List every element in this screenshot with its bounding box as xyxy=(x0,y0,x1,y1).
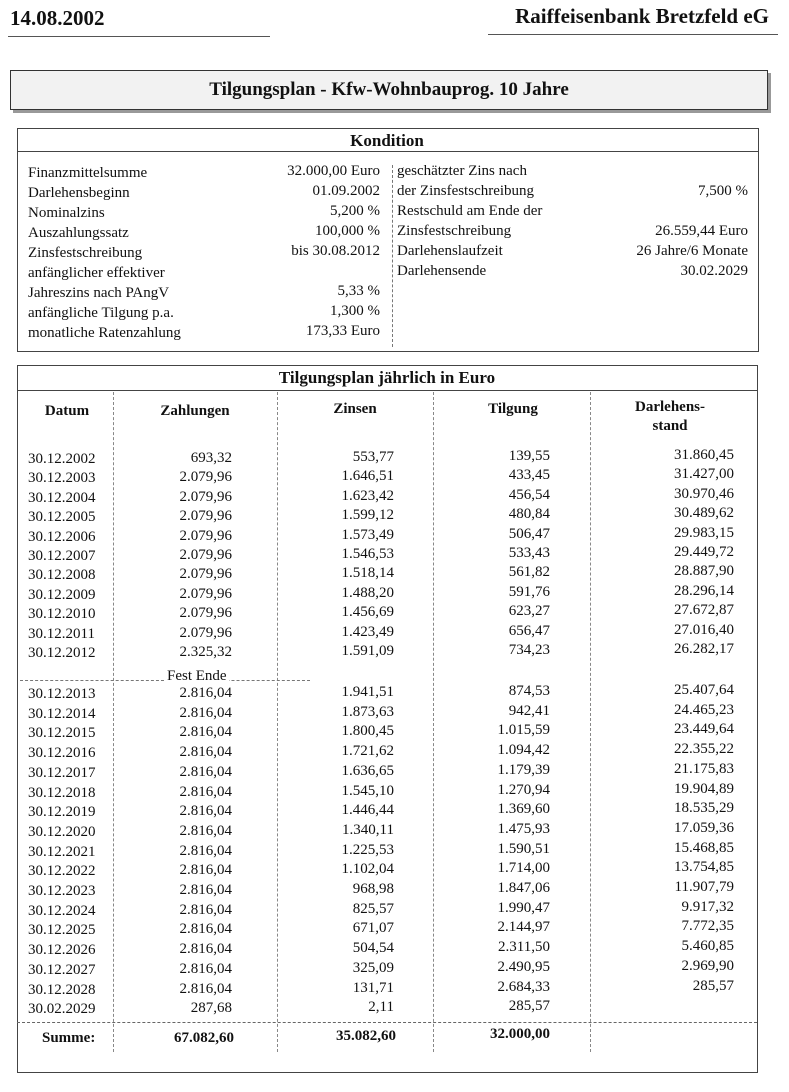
kondition-value: 32.000,00 Euro xyxy=(287,163,380,179)
table-cell: 1.488,20 xyxy=(341,584,394,601)
table-cell: 2.684,33 xyxy=(497,978,550,995)
table-cell: 2.079,96 xyxy=(179,605,232,622)
table-cell: 30.12.2014 xyxy=(28,705,96,722)
table-cell: 29.449,72 xyxy=(674,544,734,560)
table-cell: 2.816,04 xyxy=(179,685,232,701)
table-cell: 30.12.2007 xyxy=(28,548,96,564)
column-header-datum: Datum xyxy=(44,403,90,419)
kondition-value: 100,000 % xyxy=(315,223,380,239)
table-cell: 30.12.2022 xyxy=(28,863,96,880)
kondition-value: 01.09.2002 xyxy=(312,183,380,199)
table-cell: 2.816,04 xyxy=(179,724,232,741)
kondition-value: 5,200 % xyxy=(330,203,380,219)
plan-border-top xyxy=(17,365,757,366)
table-cell: 30.12.2019 xyxy=(28,804,96,821)
table-cell: 30.12.2011 xyxy=(28,625,95,642)
table-cell: 1.636,65 xyxy=(341,762,394,779)
table-cell: 18.535,29 xyxy=(674,800,734,817)
table-cell: 23.449,64 xyxy=(674,721,734,738)
table-cell: 27.016,40 xyxy=(674,621,734,638)
table-cell: 9.917,32 xyxy=(681,898,734,915)
kondition-label: Zinsfestschreibung xyxy=(397,223,512,239)
table-cell: 561,82 xyxy=(508,564,550,581)
table-cell: 1.721,62 xyxy=(341,743,394,760)
table-cell: 30.12.2002 xyxy=(28,451,96,467)
table-cell: 30.12.2025 xyxy=(28,922,96,939)
table-cell: 1.518,14 xyxy=(341,565,394,582)
table-cell: 553,77 xyxy=(352,449,394,465)
table-cell: 734,23 xyxy=(508,642,550,658)
table-cell: 2.816,04 xyxy=(179,980,232,997)
table-cell: 30.12.2009 xyxy=(28,586,96,603)
table-cell: 1.941,51 xyxy=(341,684,394,700)
table-cell: 11.907,79 xyxy=(674,879,734,895)
kondition-value: 1,300 % xyxy=(330,303,380,319)
table-cell: 30.970,46 xyxy=(674,485,734,502)
kondition-value: 7,500 % xyxy=(698,183,748,199)
table-cell: 1.847,06 xyxy=(497,880,550,896)
table-cell: 968,98 xyxy=(352,881,394,897)
table-cell: 1.423,49 xyxy=(341,623,394,640)
table-cell: 30.12.2004 xyxy=(28,489,96,506)
table-cell: 22.355,22 xyxy=(674,741,734,758)
table-cell: 30.12.2005 xyxy=(28,509,96,526)
kondition-value: 26 Jahre/6 Monate xyxy=(636,243,748,259)
table-cell: 2.816,04 xyxy=(179,822,232,839)
column-header-zinsen: Zinsen xyxy=(333,401,377,417)
table-cell: 1.179,39 xyxy=(497,761,550,778)
kondition-label: anfängliche Tilgung p.a. xyxy=(28,305,174,321)
table-cell: 2.079,96 xyxy=(179,585,232,602)
column-header-darlehensstand: Darlehens- xyxy=(635,399,705,415)
table-cell: 2.079,96 xyxy=(179,469,232,486)
table-cell: 2.079,96 xyxy=(179,547,232,563)
kondition-label: Nominalzins xyxy=(28,205,105,221)
table-cell: 433,45 xyxy=(508,467,550,484)
table-cell: 456,54 xyxy=(508,486,550,503)
kondition-label: Darlehenslaufzeit xyxy=(397,243,503,259)
table-cell: 131,71 xyxy=(352,979,394,996)
table-cell: 325,09 xyxy=(352,959,394,976)
sum-tilgung: 32.000,00 xyxy=(490,1026,550,1042)
table-cell: 139,55 xyxy=(508,448,550,464)
table-cell: 30.12.2024 xyxy=(28,902,96,919)
plan-heading-rule xyxy=(17,390,757,391)
table-cell: 5.460,85 xyxy=(681,938,734,955)
table-cell: 623,27 xyxy=(508,603,550,620)
kondition-value: bis 30.08.2012 xyxy=(291,243,380,259)
table-cell: 30.02.2029 xyxy=(28,1001,96,1018)
kondition-label: der Zinsfestschreibung xyxy=(397,183,535,199)
table-cell: 29.983,15 xyxy=(674,524,734,541)
table-cell: 1.094,42 xyxy=(497,742,550,759)
table-cell: 25.407,64 xyxy=(674,682,734,698)
table-cell: 1.800,45 xyxy=(341,723,394,740)
table-cell: 2.816,04 xyxy=(179,763,232,780)
table-cell: 21.175,83 xyxy=(674,760,734,777)
plan-border-bottom xyxy=(17,1072,757,1073)
table-cell: 1.015,59 xyxy=(497,722,550,739)
table-cell: 656,47 xyxy=(508,622,550,639)
table-cell: 2.079,96 xyxy=(179,527,232,544)
table-cell: 671,07 xyxy=(352,920,394,937)
table-cell: 2.816,04 xyxy=(179,960,232,977)
table-cell: 2.079,96 xyxy=(179,488,232,505)
table-cell: 30.12.2018 xyxy=(28,784,96,801)
table-cell: 30.12.2006 xyxy=(28,528,96,545)
table-cell: 1.225,53 xyxy=(341,841,394,858)
document-title: Tilgungsplan - Kfw-Wohnbauprog. 10 Jahre xyxy=(10,70,768,110)
table-cell: 942,41 xyxy=(508,702,550,719)
table-cell: 2.816,04 xyxy=(179,862,232,879)
table-cell: 30.12.2023 xyxy=(28,883,96,899)
table-cell: 30.12.2017 xyxy=(28,764,96,781)
kondition-label: Darlehensbeginn xyxy=(28,185,130,201)
table-cell: 31.427,00 xyxy=(674,466,734,483)
kondition-divider xyxy=(392,165,393,347)
table-cell: 1.573,49 xyxy=(341,526,394,543)
table-cell: 2.816,04 xyxy=(179,921,232,938)
column-header-zahlungen: Zahlungen xyxy=(160,403,230,419)
column-separator xyxy=(590,392,591,1052)
table-cell: 2.816,04 xyxy=(179,842,232,859)
table-cell: 1.456,69 xyxy=(341,604,394,621)
table-cell: 2.816,04 xyxy=(179,803,232,820)
table-cell: 504,54 xyxy=(352,940,394,957)
table-cell: 1.873,63 xyxy=(341,703,394,720)
table-cell: 13.754,85 xyxy=(674,859,734,876)
header-rule-left xyxy=(8,36,270,37)
kondition-label: monatliche Ratenzahlung xyxy=(28,325,181,341)
column-header-tilgung: Tilgung xyxy=(488,401,538,417)
table-cell: 285,57 xyxy=(508,998,550,1015)
table-cell: 1.475,93 xyxy=(497,820,550,837)
table-cell: 2.079,96 xyxy=(179,508,232,525)
table-cell: 1.990,47 xyxy=(497,899,550,916)
plan-heading: Tilgungsplan jährlich in Euro xyxy=(278,368,496,387)
table-cell: 28.296,14 xyxy=(674,582,734,599)
table-cell: 1.446,44 xyxy=(341,802,394,819)
table-cell: 1.714,00 xyxy=(497,860,550,877)
table-cell: 30.12.2028 xyxy=(28,981,96,998)
kondition-heading: Kondition xyxy=(350,131,424,150)
table-cell: 30.12.2015 xyxy=(28,725,96,742)
sum-rule xyxy=(17,1022,757,1023)
table-cell: 1.591,09 xyxy=(341,643,394,659)
table-cell: 30.12.2016 xyxy=(28,745,96,762)
table-cell: 2.816,04 xyxy=(179,783,232,800)
table-cell: 2.816,04 xyxy=(179,704,232,721)
table-cell: 7.772,35 xyxy=(681,918,734,935)
kondition-label: anfänglicher effektiver xyxy=(28,265,165,281)
column-separator xyxy=(277,392,278,1052)
kondition-label: Auszahlungssatz xyxy=(28,225,129,241)
plan-border-right xyxy=(757,365,758,1073)
kondition-value: 30.02.2029 xyxy=(680,263,748,279)
table-cell: 30.12.2003 xyxy=(28,470,96,487)
kondition-value: 26.559,44 Euro xyxy=(655,223,748,239)
table-cell: 1.340,11 xyxy=(342,821,394,838)
table-cell: 28.887,90 xyxy=(674,563,734,580)
table-cell: 1.590,51 xyxy=(497,840,550,857)
table-cell: 1.623,42 xyxy=(341,487,394,504)
table-cell: 480,84 xyxy=(508,506,550,523)
bank-name: Raiffeisenbank Bretzfeld eG xyxy=(515,4,769,28)
table-cell: 17.059,36 xyxy=(674,819,734,836)
fest-ende-label: Fest Ende xyxy=(167,668,227,684)
table-cell: 693,32 xyxy=(190,450,232,466)
table-cell: 1.270,94 xyxy=(497,781,550,798)
table-cell: 2.816,04 xyxy=(179,744,232,761)
kondition-label: geschätzter Zins nach xyxy=(397,163,527,179)
table-cell: 30.12.2027 xyxy=(28,961,96,978)
table-cell: 30.12.2021 xyxy=(28,843,96,860)
table-cell: 30.12.2008 xyxy=(28,567,96,584)
column-separator xyxy=(113,392,114,1052)
document-date: 14.08.2002 xyxy=(10,6,105,30)
table-cell: 533,43 xyxy=(508,545,550,561)
table-cell: 2.816,04 xyxy=(179,882,232,898)
plan-border-left xyxy=(17,365,18,1073)
table-cell: 1.546,53 xyxy=(341,546,394,562)
table-cell: 591,76 xyxy=(508,583,550,600)
kondition-label: Zinsfestschreibung xyxy=(28,245,143,261)
table-cell: 1.646,51 xyxy=(341,468,394,485)
sum-label: Summe: xyxy=(42,1030,96,1046)
table-cell: 2.816,04 xyxy=(179,901,232,918)
sum-zinsen: 35.082,60 xyxy=(336,1028,396,1044)
table-cell: 31.860,45 xyxy=(674,447,734,463)
table-cell: 1.545,10 xyxy=(341,782,394,799)
kondition-value: 173,33 Euro xyxy=(305,323,380,339)
table-cell: 15.468,85 xyxy=(674,839,734,856)
table-cell: 287,68 xyxy=(190,1000,232,1017)
table-cell: 30.12.2020 xyxy=(28,823,96,840)
table-cell: 30.489,62 xyxy=(674,505,734,522)
column-header-darlehensstand-2: stand xyxy=(652,418,688,434)
table-cell: 1.369,60 xyxy=(497,801,550,818)
table-cell: 2.816,04 xyxy=(179,941,232,958)
table-cell: 2.490,95 xyxy=(497,958,550,975)
table-cell: 30.12.2010 xyxy=(28,606,96,623)
kondition-label: Darlehensende xyxy=(397,263,487,279)
column-separator xyxy=(433,392,434,1052)
table-cell: 2.079,96 xyxy=(179,624,232,641)
table-cell: 2.325,32 xyxy=(179,644,232,660)
kondition-label: Restschuld am Ende der xyxy=(397,203,543,219)
table-cell: 24.465,23 xyxy=(674,701,734,718)
table-cell: 30.12.2012 xyxy=(28,645,96,661)
table-cell: 2.311,50 xyxy=(498,939,550,956)
table-cell: 30.12.2013 xyxy=(28,686,96,702)
table-cell: 285,57 xyxy=(692,977,734,994)
table-cell: 30.12.2026 xyxy=(28,942,96,959)
kondition-value: 5,33 % xyxy=(337,283,380,299)
table-cell: 19.904,89 xyxy=(674,780,734,797)
table-cell: 1.599,12 xyxy=(341,507,394,524)
table-cell: 2.079,96 xyxy=(179,566,232,583)
header-rule-right xyxy=(488,34,778,35)
table-cell: 2.969,90 xyxy=(681,957,734,974)
kondition-label: Jahreszins nach PAngV xyxy=(28,285,170,301)
sum-zahlungen: 67.082,60 xyxy=(174,1030,234,1046)
table-cell: 825,57 xyxy=(352,900,394,917)
table-cell: 1.102,04 xyxy=(341,861,394,878)
table-cell: 874,53 xyxy=(508,683,550,699)
kondition-label: Finanzmittelsumme xyxy=(28,165,148,181)
table-cell: 2,11 xyxy=(368,999,394,1016)
table-cell: 506,47 xyxy=(508,525,550,542)
table-cell: 27.672,87 xyxy=(674,602,734,619)
table-cell: 26.282,17 xyxy=(674,641,734,657)
table-cell: 2.144,97 xyxy=(497,919,550,936)
